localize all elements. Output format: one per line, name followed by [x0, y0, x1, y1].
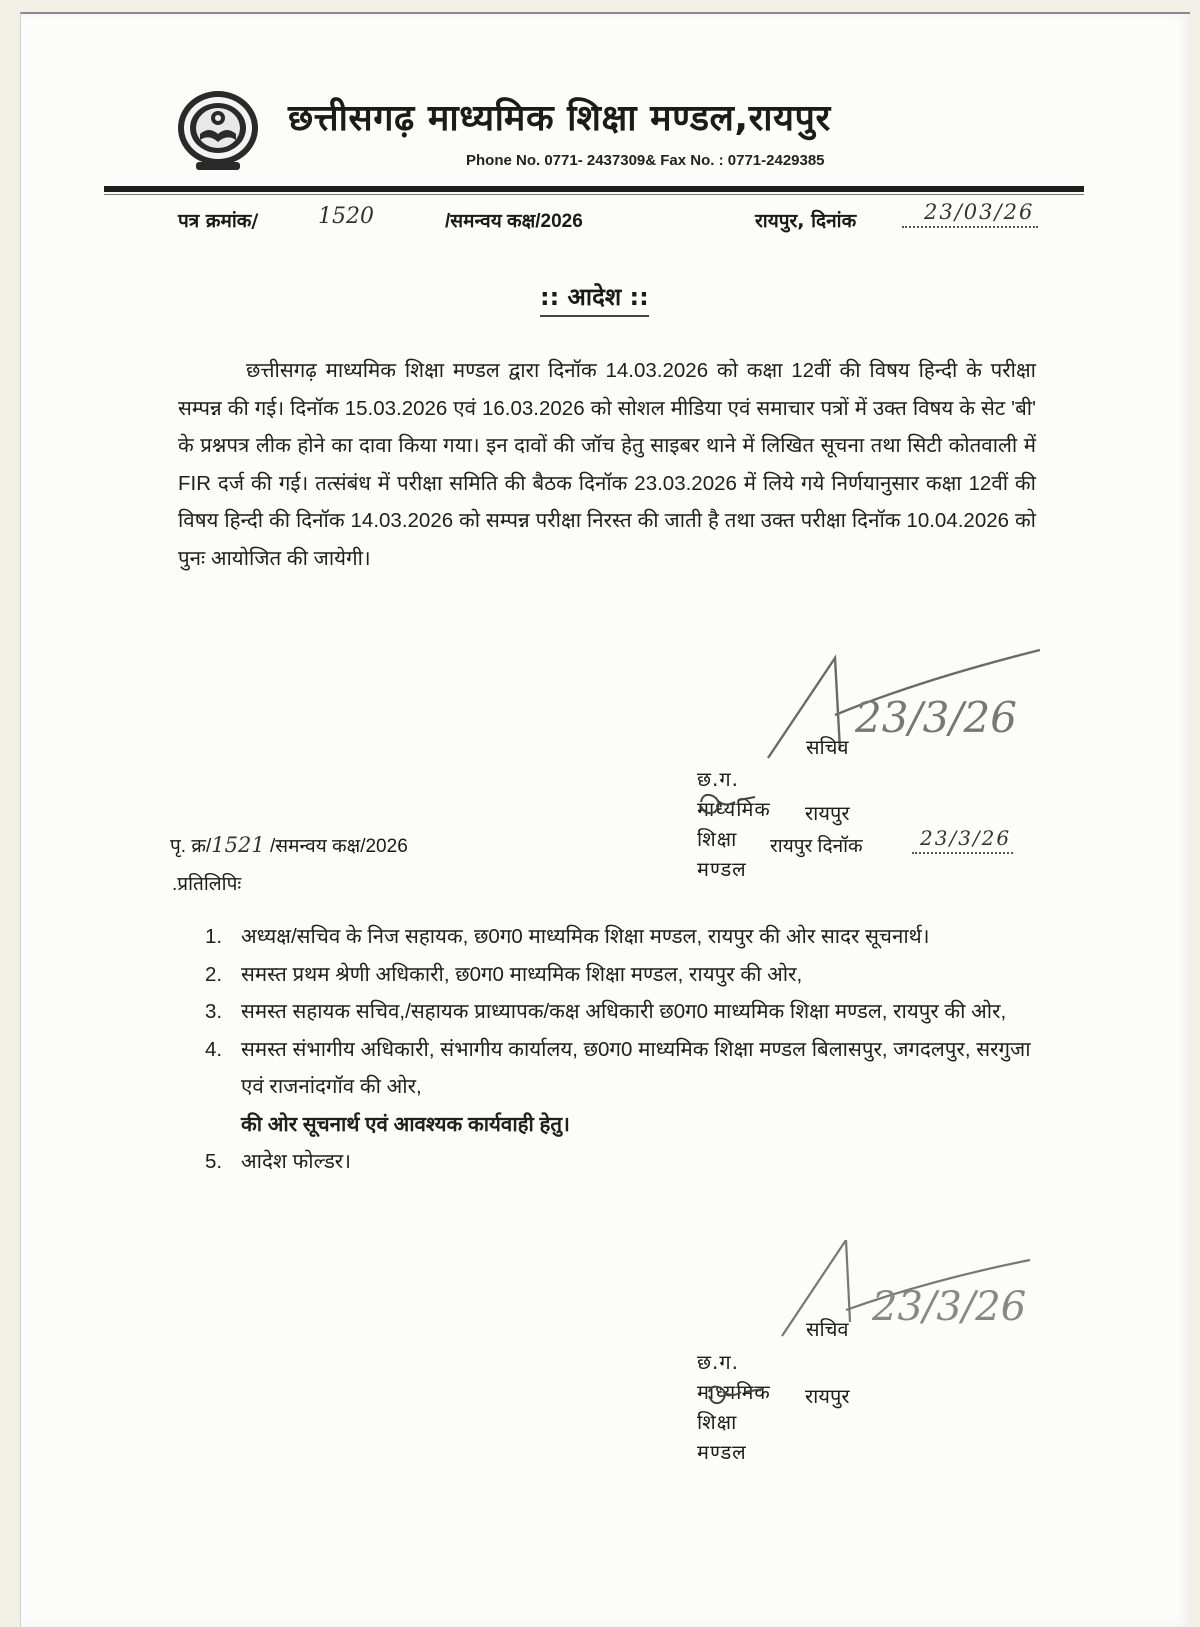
endorsement-ref-suffix: /समन्वय कक्ष/2026	[269, 836, 408, 857]
list-item	[205, 1031, 1055, 1106]
contact-info: Phone No. 0771- 2437309& Fax No. : 0771-2429385	[466, 152, 825, 169]
list-item	[205, 1143, 1055, 1181]
signatory-city: रायपुर	[805, 801, 850, 825]
endorsement-row	[0, 826, 1200, 860]
signatory-org: छ.ग. माध्यमिक शिक्षा मण्डल	[697, 1350, 771, 1464]
initials-1-icon	[695, 788, 765, 818]
copy-to-closing: की ओर सूचनार्थ एवं आवश्यक कार्यवाही हेतु।	[241, 1112, 570, 1136]
header-divider	[104, 186, 1084, 192]
order-body	[178, 352, 1036, 578]
list-text: समस्त सहायक सचिव,/सहायक प्राध्यापक/कक्ष अधिकारी छ0ग0 माध्यमिक शिक्षा मण्डल, रायपुर की ओर,	[241, 1000, 1007, 1023]
order-body-text: छत्तीसगढ़ माध्यमिक शिक्षा मण्डल द्वारा दिनॉक 14.03.2026 को कक्षा 12वीं की विषय हिन्दी के परीक्षा सम्पन्न की गई। दिनॉक 15.03.2026 एवं 16.03.2026 को सोशल मीडिया एवं समाचार पत्रों में उक्त विषय के सेट 'बी' के प्रश्नपत्र लीक होने का दावा किया गया। इन दावों की जॉच हेतु साइबर थाने में लिखित सूचना तथा सिटी कोतवाली में FIR दर्ज की गई। तत्संबंध में परीक्षा समिति की बैठक दिनॉक 23.03.2026 में लिये गये निर्णयानुसार कक्षा 12वीं की विषय हिन्दी की दिनॉक 14.03.2026 को सम्पन्न परीक्षा निरस्त की जाती है तथा उक्त परीक्षा दिनॉक 10.04.2026 को पुनः आयोजित की जायेगी।	[178, 359, 1036, 570]
reference-row	[0, 200, 1200, 236]
list-number: 3.	[205, 1000, 223, 1023]
signatory-title: सचिव	[806, 1317, 849, 1341]
department-ref: /समन्वय कक्ष/2026	[445, 211, 583, 232]
copy-to-label: .प्रतिलिपिः	[172, 874, 242, 895]
initials-2-icon	[703, 1380, 773, 1408]
list-number: 4.	[205, 1037, 223, 1061]
list-item	[205, 956, 1055, 994]
order-title: :: आदेश ::	[540, 280, 649, 317]
endorsement-ref-prefix: पृ. क्र/	[170, 836, 212, 857]
list-number: 1.	[205, 925, 223, 948]
list-item	[205, 918, 1055, 956]
document-page	[20, 12, 1190, 1627]
endorsement-date-label: रायपुर दिनॉक	[770, 836, 863, 857]
list-item	[205, 993, 1055, 1031]
signature-2-date: 23/3/26	[872, 1284, 1027, 1330]
letter-date: 23/03/26	[902, 200, 1038, 228]
copy-to-list	[205, 918, 1055, 1181]
signatory-title: सचिव	[806, 735, 849, 759]
signatory-city: रायपुर	[805, 1384, 850, 1408]
header-divider-thin	[104, 194, 1084, 195]
list-number: 5.	[205, 1150, 223, 1173]
endorsement-number: 1521	[211, 833, 265, 857]
endorsement-ref	[170, 832, 408, 858]
signature-1-date: 23/3/26	[855, 693, 1017, 742]
list-text: अध्यक्ष/सचिव के निज सहायक, छ0ग0 माध्यमिक शिक्षा मण्डल, रायपुर की ओर सादर सूचनार्थ।	[241, 925, 930, 948]
endorsement-date: 23/3/26	[912, 826, 1013, 854]
letter-number-label: पत्र क्रमांक/	[178, 210, 259, 232]
signature-1-icon	[740, 640, 1070, 770]
list-text: आदेश फोल्डर।	[241, 1150, 351, 1173]
date-label: रायपुर, दिनांक	[755, 210, 857, 232]
organization-name: छत्तीसगढ़ माध्यमिक शिक्षा मण्डल,रायपुर	[288, 98, 831, 139]
list-text: समस्त संभागीय अधिकारी, संभागीय कार्यालय, छ0ग0 माध्यमिक शिक्षा मण्डल बिलासपुर, जगदलपुर, सरगुजा एवं राजनांदगॉव की ओर,	[241, 1037, 1031, 1098]
signatory-org: छ.ग. माध्यमिक शिक्षा मण्डल	[697, 767, 771, 881]
board-emblem-icon	[174, 88, 262, 174]
list-text: समस्त प्रथम श्रेणी अधिकारी, छ0ग0 माध्यमिक शिक्षा मण्डल, रायपुर की ओर,	[241, 962, 803, 986]
letter-number: 1520	[318, 204, 374, 229]
list-number: 2.	[205, 962, 223, 986]
